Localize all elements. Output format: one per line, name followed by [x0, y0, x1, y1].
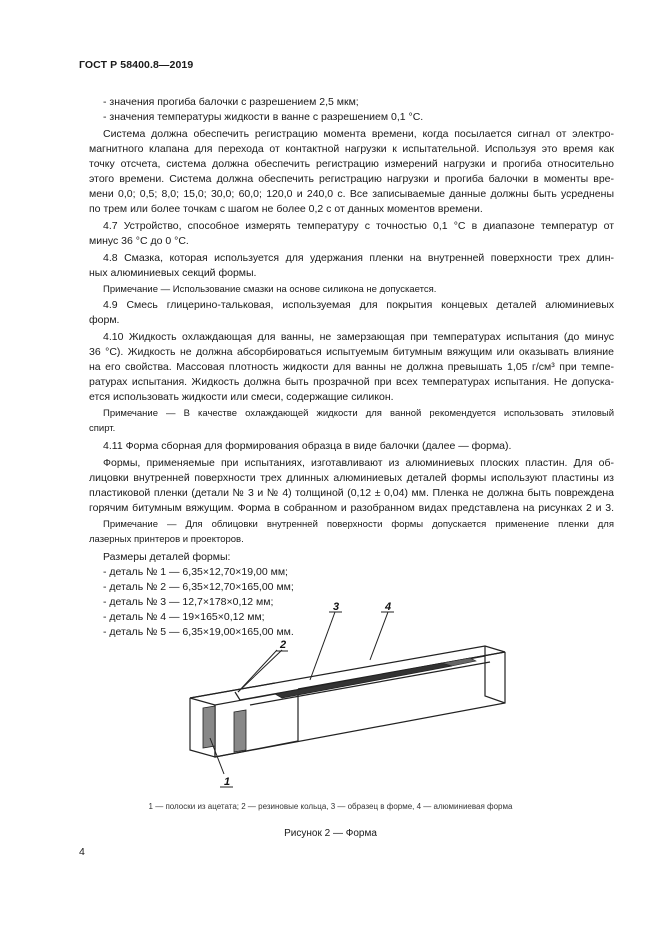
- text-line: 4.7 Устройство, способное измерять температуру с точностью 0,1 °С в диапазоне температур от: [103, 220, 614, 232]
- text-line: 36 °С). Жидкость не должна абсорбироваться испытуемым битумным вяжущим или оказывать влияние: [89, 346, 614, 358]
- figure-form-drawing: [180, 600, 520, 790]
- text-line: - деталь № 3 — 12,7×178×0,12 мм;: [103, 596, 274, 608]
- figure-label-3: 3: [333, 601, 340, 613]
- figure-label-4: 4: [385, 601, 392, 613]
- text-line: - деталь № 1 — 6,35×12,70×19,00 мм;: [103, 566, 288, 578]
- figure-label-1: 1: [224, 776, 231, 788]
- text-line: магнитного клапана для перехода от контактной нагрузки к испытательной. Используя это время как: [89, 143, 614, 155]
- text-line: ных алюминиевых секций формы.: [89, 267, 257, 279]
- note-line: Примечание — Использование смазки на основе силикона не допускается.: [103, 284, 437, 295]
- note-line: спирт.: [89, 423, 116, 434]
- text-line: точку отсчета, система должна обеспечить регистрацию измерений нагрузки и прогиба относительно: [89, 158, 614, 170]
- text-line: Размеры деталей формы:: [103, 551, 231, 563]
- text-line: 4.8 Смазка, которая используется для удержания пленки на внутренней поверхности трех длин-: [103, 252, 614, 264]
- text-line: лицовки внутренней поверхности трех длинных алюминиевых деталей формы используют пластины из: [89, 472, 614, 484]
- figure-label-2: 2: [280, 639, 287, 651]
- text-line: мени 0,0; 0,5; 8,0; 15,0; 30,0; 60,0; 120,0 и 240,0 с. Все записываемые данные должны быть усреднены: [89, 188, 614, 200]
- text-line: по трем или более точкам с шагом не более 0,2 с от данных моментов времени.: [89, 203, 483, 215]
- text-line: - деталь № 4 — 19×165×0,12 мм;: [103, 611, 265, 623]
- figure-caption: 1 — полоски из ацетата; 2 — резиновые кольца, 3 — образец в форме, 4 — алюминиевая форма: [148, 802, 513, 811]
- text-line: - значения температуры жидкости в ванне с разрешением 0,1 °С.: [103, 111, 424, 123]
- text-line: горячим битумным вяжущим. Форма в собранном и разобранном видах представлена на рисунках 2 и 3.: [89, 502, 614, 514]
- text-line: на его свойства. Массовая плотность жидкости для ванны не должна превышать 1,05 г/см³ при темпе-: [89, 361, 614, 373]
- text-line: ратурах испытания. Жидкость должна быть прозрачной при всех температурах испытания. Не допуска-: [89, 376, 614, 388]
- note-line: Примечание — В качестве охлаждающей жидкости для ванной рекомендуется использовать этиловый: [103, 408, 614, 419]
- text-line: - деталь № 5 — 6,35×19,00×165,00 мм.: [103, 626, 294, 638]
- text-line: 4.9 Смесь глицерино-тальковая, используемая для покрытия концевых деталей алюминиевых: [103, 299, 614, 311]
- note-line: лазерных принтеров и проекторов.: [89, 534, 244, 545]
- text-line: 4.11 Форма сборная для формирования образца в виде балочки (далее — форма).: [103, 440, 512, 452]
- text-line: ется использовать жидкости или смеси, содержащие силикон.: [89, 391, 394, 403]
- page-number: 4: [79, 846, 85, 858]
- text-line: этого времени. Система должна обеспечить регистрацию нагрузки и прогиба балочки в моменты вре-: [89, 173, 614, 185]
- document-header: ГОСТ Р 58400.8—2019: [79, 59, 194, 71]
- text-line: пластиковой пленки (детали № 3 и № 4) толщиной (0,12 ± 0,04) мм. Пленка не должна быть повреждена: [89, 487, 614, 499]
- note-line: Примечание — Для облицовки внутренней поверхности формы допускается применение пленки для: [103, 519, 614, 530]
- text-line: Формы, применяемые при испытаниях, изготавливают из алюминиевых плоских пластин. Для об-: [103, 457, 614, 469]
- text-line: минус 36 °С до 0 °С.: [89, 235, 189, 247]
- text-line: - деталь № 2 — 6,35×12,70×165,00 мм;: [103, 581, 294, 593]
- text-line: - значения прогиба балочки с разрешением 2,5 мкм;: [103, 96, 359, 108]
- text-line: 4.10 Жидкость охлаждающая для ванны, не замерзающая при температурах испытания (до минус: [103, 331, 614, 343]
- figure-title: Рисунок 2 — Форма: [284, 828, 377, 839]
- text-line: форм.: [89, 314, 120, 326]
- text-line: Система должна обеспечить регистрацию момента времени, когда посылается сигнал от электро-: [103, 128, 614, 140]
